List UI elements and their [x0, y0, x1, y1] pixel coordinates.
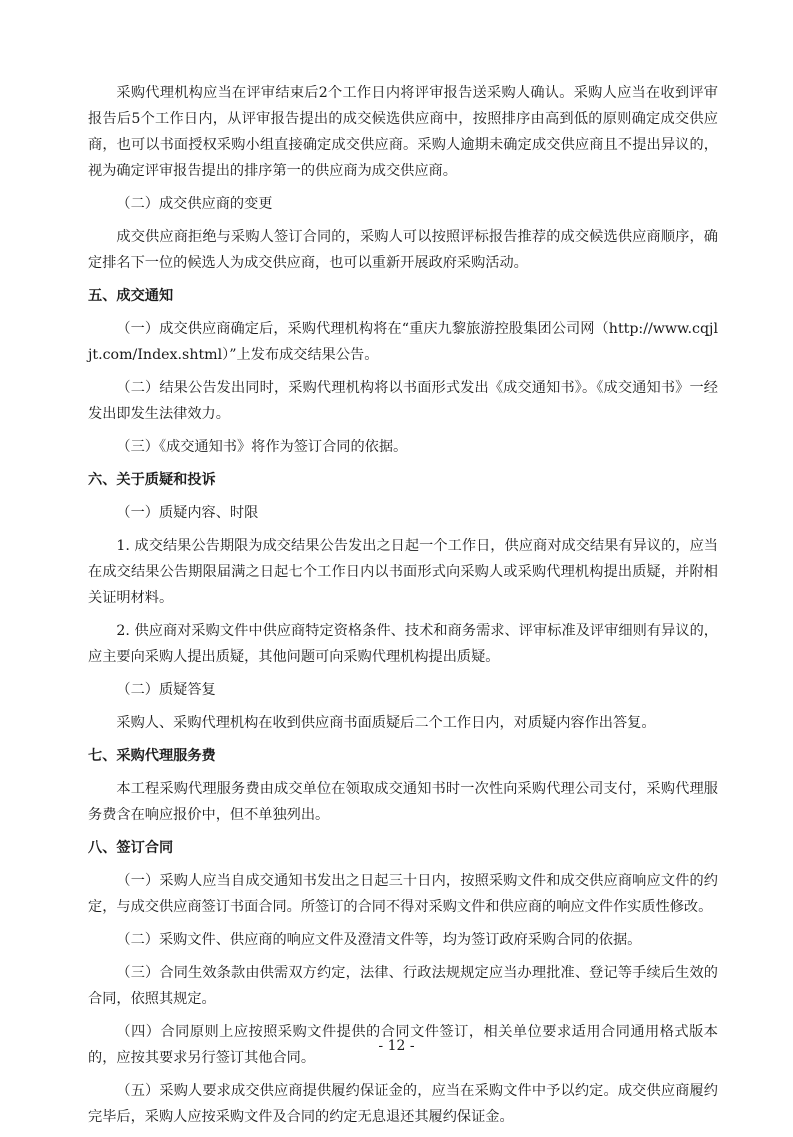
paragraph: （一）成交供应商确定后，采购代理机构将在“重庆九黎旅游控股集团公司网（http://www.cqjljt.com/Index.shtml）”上发布成交结果公告。 [88, 321, 718, 363]
paragraph: （三）合同生效条款由供需双方约定，法律、行政法规规定应当办理批准、登记等手续后生效的合同，依照其规定。 [88, 965, 718, 1007]
section-heading: 八、签订合同 [88, 840, 174, 856]
page-number: - 12 - [378, 1038, 415, 1054]
paragraph: 本工程采购代理服务费由成交单位在领取成交通知书时一次性向采购代理公司支付，采购代理服务费含在响应报价中，但不单独列出。 [88, 781, 718, 823]
paragraph: 1. 成交结果公告期限为成交结果公告发出之日起一个工作日，供应商对成交结果有异议的，应当在成交结果公告期限届满之日起七个工作日内以书面形式向采购人或采购代理机构提出质疑，并附相关证明材料。 [88, 538, 718, 606]
paragraph: （二）结果公告发出同时，采购代理机构将以书面形式发出《成交通知书》。《成交通知书》一经发出即发生法律效力。 [88, 380, 718, 422]
paragraph: 采购代理机构应当在评审结束后2个工作日内将评审报告送采购人确认。采购人应当在收到评审报告后5个工作日内，从评审报告提出的成交候选供应商中，按照排序由高到低的原则确定成交供应商，也可以书面授权采购小组直接确定成交供应商。采购人逾期未确定成交供应商且不提出异议的，视为确定评审报告提出的排序第一的供应商为成交供应商。 [88, 85, 718, 179]
section-heading: 五、成交通知 [88, 288, 174, 304]
paragraph: 2. 供应商对采购文件中供应商特定资格条件、技术和商务需求、评审标准及评审细则有异议的，应主要向采购人提出质疑，其他问题可向采购代理机构提出质疑。 [88, 623, 718, 665]
section-heading: 七、采购代理服务费 [88, 748, 216, 764]
paragraph: （二）成交供应商的变更 [116, 196, 273, 212]
paragraph: （二）采购文件、供应商的响应文件及澄清文件等，均为签订政府采购合同的依据。 [116, 932, 642, 948]
paragraph: （一）采购人应当自成交通知书发出之日起三十日内，按照采购文件和成交供应商响应文件的约定，与成交供应商签订书面合同。所签订的合同不得对采购文件和供应商的响应文件作实质性修改。 [88, 873, 718, 915]
section-heading: 六、关于质疑和投诉 [88, 472, 216, 488]
paragraph: （五）采购人要求成交供应商提供履约保证金的，应当在采购文件中予以约定。成交供应商履约完毕后，采购人应按采购文件及合同的约定无息退还其履约保证金。 [88, 1083, 718, 1125]
document-body [88, 80, 718, 1137]
paragraph: （二）质疑答复 [116, 682, 216, 698]
paragraph: 采购人、采购代理机构在收到供应商书面质疑后二个工作日内，对质疑内容作出答复。 [116, 715, 656, 731]
paragraph: 成交供应商拒绝与采购人签订合同的，采购人可以按照评标报告推荐的成交候选供应商顺序，确定排名下一位的候选人为成交供应商，也可以重新开展政府采购活动。 [88, 229, 718, 271]
paragraph: （四）合同原则上应按照采购文件提供的合同文件签订，相关单位要求适用合同通用格式版本的，应按其要求另行签订其他合同。 [88, 1024, 718, 1066]
paragraph: （三）《成交通知书》将作为签订合同的依据。 [116, 439, 408, 455]
paragraph: （一）质疑内容、时限 [116, 505, 259, 521]
